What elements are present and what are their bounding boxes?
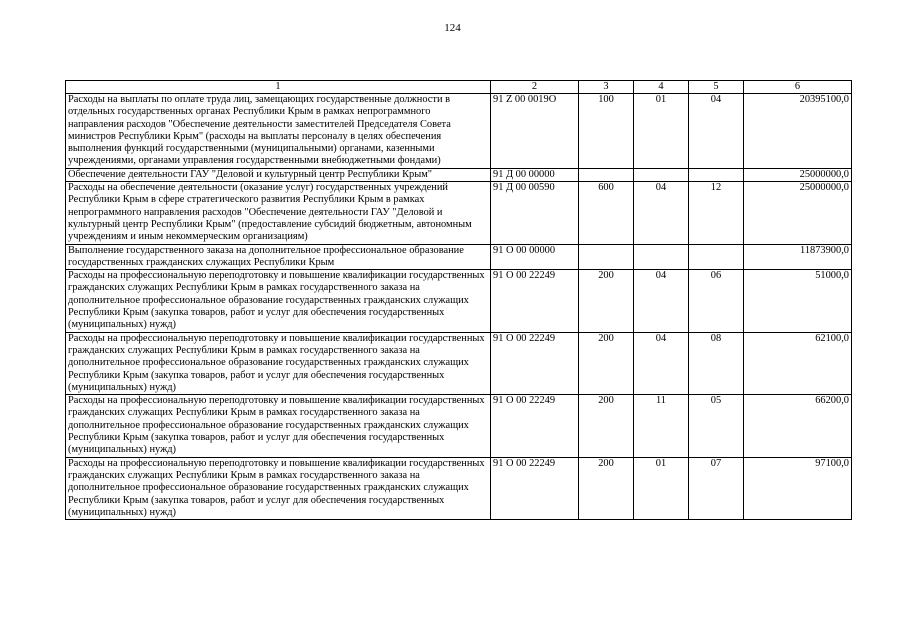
row-amount: 62100,0 [744, 332, 852, 394]
row-target-code: 91 О 00 22249 [491, 395, 579, 457]
row-section: 01 [634, 94, 689, 169]
row-description: Выполнение государственного заказа на дополнительное профессиональное образование государственных гражданских служащих Республики Крым [66, 244, 491, 270]
row-target-code: 91 О 00 22249 [491, 457, 579, 519]
row-description: Расходы на выплаты по оплате труда лиц, замещающих государственные должности в отдельных государственных органах Республики Крым в рамках непрограммного направления расходов "Обеспечение деятельности заместителей Председателя Совета министров Республики Крым" (расходы на выплаты персоналу в целях обеспечения выполнения функций государственными (муниципальными) органами, казенными учреждениями, органами управления государственными внебюджетными фондами) [66, 94, 491, 169]
table-row [66, 94, 852, 169]
row-target-code: 91 О 00 22249 [491, 332, 579, 394]
table-row [66, 168, 852, 181]
page-number: 124 [444, 22, 461, 34]
row-expense-type: 100 [579, 94, 634, 169]
table-row [66, 332, 852, 394]
row-amount: 66200,0 [744, 395, 852, 457]
header-col-1: 1 [66, 81, 491, 94]
row-expense-type: 600 [579, 182, 634, 244]
header-col-3: 3 [579, 81, 634, 94]
row-description: Расходы на профессиональную переподготовку и повышение квалификации государственных гражданских служащих Республики Крым в рамках государственного заказа на дополнительное профессиональное образование государственных гражданских служащих Республики Крым (закупка товаров, работ и услуг для обеспечения государственных (муниципальных) нужд) [66, 395, 491, 457]
row-target-code: 91 Д 00 00590 [491, 182, 579, 244]
row-section: 04 [634, 270, 689, 332]
row-section: 11 [634, 395, 689, 457]
row-expense-type: 200 [579, 457, 634, 519]
row-description: Расходы на обеспечение деятельности (оказание услуг) государственных учреждений Республики Крым в сфере стратегического развития Республики Крым в рамках непрограммного направления расходов "Обеспечение деятельности ГАУ "Деловой и культурный центр Республики Крым" (предоставление субсидий бюджетным, автономным учреждениям и иным некоммерческим организациям) [66, 182, 491, 244]
row-subsection: 05 [689, 395, 744, 457]
row-amount: 51000,0 [744, 270, 852, 332]
row-description: Обеспечение деятельности ГАУ "Деловой и культурный центр Республики Крым" [66, 168, 491, 181]
row-subsection: 07 [689, 457, 744, 519]
table-row [66, 457, 852, 519]
row-subsection: 04 [689, 94, 744, 169]
row-amount: 25000000,0 [744, 168, 852, 181]
budget-table [65, 80, 852, 520]
row-section [634, 244, 689, 270]
row-target-code: 91 О 00 00000 [491, 244, 579, 270]
table-row [66, 270, 852, 332]
header-col-6: 6 [744, 81, 852, 94]
row-section: 01 [634, 457, 689, 519]
row-subsection [689, 168, 744, 181]
row-subsection: 12 [689, 182, 744, 244]
row-description: Расходы на профессиональную переподготовку и повышение квалификации государственных гражданских служащих Республики Крым в рамках государственного заказа на дополнительное профессиональное образование государственных гражданских служащих Республики Крым (закупка товаров, работ и услуг для обеспечения государственных (муниципальных) нужд) [66, 270, 491, 332]
row-subsection: 08 [689, 332, 744, 394]
row-amount: 97100,0 [744, 457, 852, 519]
header-col-4: 4 [634, 81, 689, 94]
row-amount: 20395100,0 [744, 94, 852, 169]
row-expense-type: 200 [579, 332, 634, 394]
row-target-code: 91 Z 00 0019О [491, 94, 579, 169]
table-row [66, 244, 852, 270]
row-description: Расходы на профессиональную переподготовку и повышение квалификации государственных гражданских служащих Республики Крым в рамках государственного заказа на дополнительное профессиональное образование государственных гражданских служащих Республики Крым (закупка товаров, работ и услуг для обеспечения государственных (муниципальных) нужд) [66, 457, 491, 519]
row-amount: 11873900,0 [744, 244, 852, 270]
row-target-code: 91 О 00 22249 [491, 270, 579, 332]
row-description: Расходы на профессиональную переподготовку и повышение квалификации государственных гражданских служащих Республики Крым в рамках государственного заказа на дополнительное профессиональное образование государственных гражданских служащих Республики Крым (закупка товаров, работ и услуг для обеспечения государственных (муниципальных) нужд) [66, 332, 491, 394]
row-target-code: 91 Д 00 00000 [491, 168, 579, 181]
row-expense-type: 200 [579, 270, 634, 332]
row-amount: 25000000,0 [744, 182, 852, 244]
table-row [66, 395, 852, 457]
row-subsection [689, 244, 744, 270]
row-expense-type: 200 [579, 395, 634, 457]
row-expense-type [579, 168, 634, 181]
row-expense-type [579, 244, 634, 270]
row-section: 04 [634, 182, 689, 244]
header-col-2: 2 [491, 81, 579, 94]
table-row [66, 182, 852, 244]
table-header-row [66, 81, 852, 94]
row-section: 04 [634, 332, 689, 394]
row-subsection: 06 [689, 270, 744, 332]
header-col-5: 5 [689, 81, 744, 94]
row-section [634, 168, 689, 181]
